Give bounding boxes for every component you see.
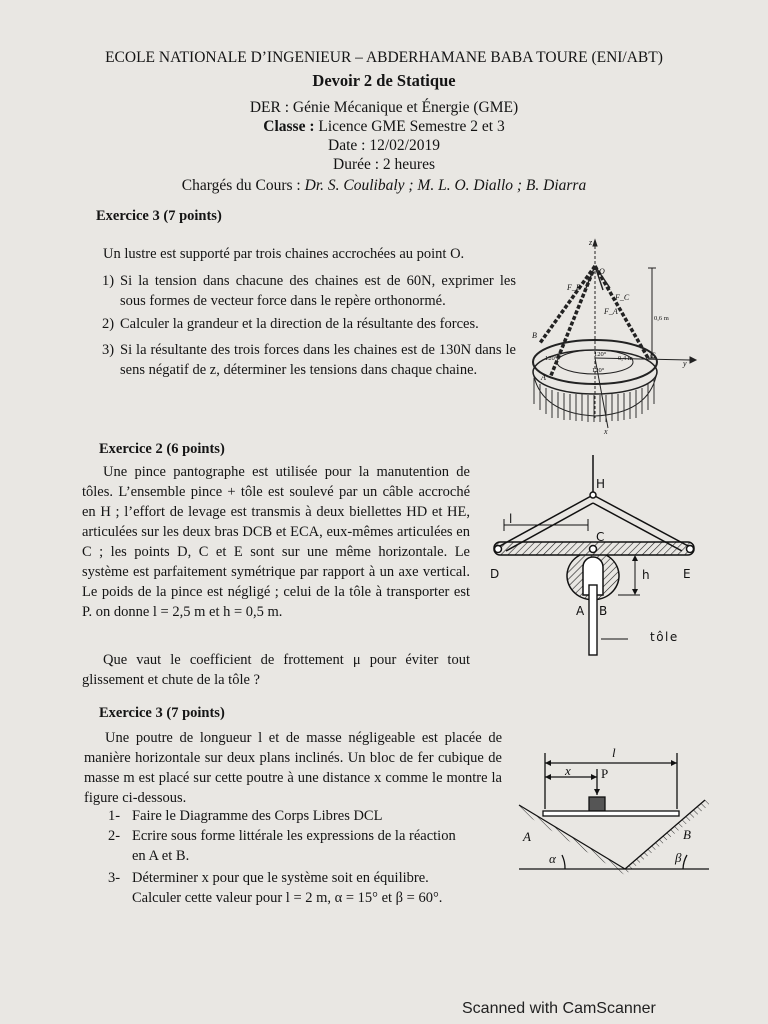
fig2-b: B — [599, 604, 608, 618]
fig2-tole: tôle — [650, 630, 679, 644]
fig3-l: l — [612, 745, 616, 760]
fig1-z: z — [589, 238, 593, 247]
ex3-item-2-num: 2- — [108, 828, 121, 844]
der-line: DER : Génie Mécanique et Énergie (GME) — [249, 99, 519, 116]
fig1-y: y — [683, 359, 687, 368]
fig3-p: P — [601, 766, 609, 781]
fig2-c: C — [596, 530, 605, 544]
fig1-x: x — [604, 427, 608, 436]
ex1-item-2-text: Calculer la grandeur et la direction de la résultante des forces. — [120, 316, 479, 332]
fig2-e: E — [683, 567, 691, 581]
fig1-o: O — [599, 267, 605, 276]
ex3-item-1-line-1: Faire le Diagramme des Corps Libres DCL — [132, 808, 383, 824]
fig1-angle-3: 120° — [592, 367, 605, 374]
fig1-fb: F_B — [567, 283, 581, 292]
fig1-angle-2: 120° — [594, 351, 607, 358]
ex3-item-1-num: 1- — [108, 808, 121, 824]
pantograph-figure — [480, 455, 720, 660]
ex3-paragraph: Une poutre de longueur l et de masse négligeable est placée de manière horizontale sur deux plans inclinés. Un bloc de fer cubique de masse m est placé sur cette poutre à une distance x comme le montre la figure ci-dessous. — [84, 730, 502, 806]
fig2-a: A — [576, 604, 585, 618]
fig3-x: x — [565, 763, 571, 778]
fig2-d: D — [490, 567, 500, 581]
chandelier-figure — [520, 238, 700, 438]
ex3-item-3-line-2: Calculer cette valeur pour l = 2 m, α = 15° et β = 60°. — [132, 890, 443, 906]
fig1-height: 0,6 m — [654, 315, 669, 322]
ex3-item-2-line-2: en A et B. — [132, 848, 190, 864]
fig1-fc: F_C — [615, 293, 630, 302]
ex2-heading: Exercice 2 (6 points) — [99, 441, 225, 457]
ex1-item-3-text: Si la résultante des trois forces dans les chaines est de 130N dans le sens négatif de z, déterminer les tensions dans chaque chaine. — [120, 342, 516, 378]
fig1-angle-1: 120° — [545, 355, 558, 362]
fig2-h: h — [642, 568, 650, 582]
page-title: Devoir 2 de Statique — [312, 71, 456, 90]
ex3-heading: Exercice 3 (7 points) — [99, 705, 225, 721]
fig3-alpha: α — [549, 851, 556, 866]
fig2-l: l — [509, 512, 513, 526]
ex1-item-1-num: 1) — [102, 273, 115, 289]
ex1-intro: Un lustre est supporté par trois chaines accrochées au point O. — [103, 246, 465, 262]
charges-value: Dr. S. Coulibaly ; M. L. O. Diallo ; B. Diarra — [304, 177, 587, 194]
ex3-item-2-line-1: Ecrire sous forme littérale les expressions de la réaction — [132, 828, 456, 844]
charges-label: Chargés du Cours : — [181, 177, 305, 194]
scanner-watermark: Scanned with CamScanner — [462, 1000, 656, 1017]
ex1-item-3-num: 3) — [102, 342, 115, 358]
ex1-heading: Exercice 3 (7 points) — [96, 208, 222, 224]
fig1-b: B — [532, 331, 537, 340]
classe-line — [0, 118, 768, 136]
fig3-beta: β — [675, 850, 682, 865]
fig3-b: B — [683, 827, 691, 842]
charges-line — [0, 177, 768, 195]
ex2-paragraph: Une pince pantographe est utilisée pour la manutention de tôles. L’ensemble pince + tôle est soulevé par un câble accroché en H ; l’effort de levage est transmis à deux biellettes HD et HE, articulées sur les deux bras DCB et ECA, eux-mêmes articulées en C ; les points D, C et E sont sur une même horizontale. Le système est parfaitement symétrique par rapport à un axe vertical. Le poids de la pince est négligé ; celui de la tôle à transporter est P. on donne l = 2,5 m et h = 0,5 m. — [82, 464, 470, 620]
ex1-item-1-text: Si la tension dans chacune des chaines est de 60N, exprimer les sous formes de vecteur force dans le repère orthonormé. — [120, 273, 516, 309]
date-line: Date : 12/02/2019 — [328, 137, 440, 154]
fig1-radius: 0,4 m — [618, 355, 633, 362]
fig3-a: A — [523, 829, 531, 844]
ex1-item-2-num: 2) — [102, 316, 115, 332]
ex2-question: Que vaut le coefficient de frottement μ pour éviter tout glissement et chute de la tôle ? — [82, 652, 470, 688]
fig1-fa: F_A — [604, 307, 618, 316]
fig1-a: A — [541, 373, 546, 382]
ex3-item-3-num: 3- — [108, 870, 121, 886]
fig2-h-top: H — [596, 477, 606, 491]
school-name: ECOLE NATIONALE D’INGENIEUR – ABDERHAMANE BABA TOURE (ENI/ABT) — [105, 49, 663, 66]
beam-figure — [515, 745, 710, 875]
ex3-item-3-line-1: Déterminer x pour que le système soit en équilibre. — [132, 870, 429, 886]
fig1-c: C — [650, 351, 656, 360]
classe-value: Licence GME Semestre 2 et 3 — [314, 118, 505, 135]
duree-line: Durée : 2 heures — [333, 156, 435, 173]
classe-label: Classe : — [263, 118, 315, 135]
